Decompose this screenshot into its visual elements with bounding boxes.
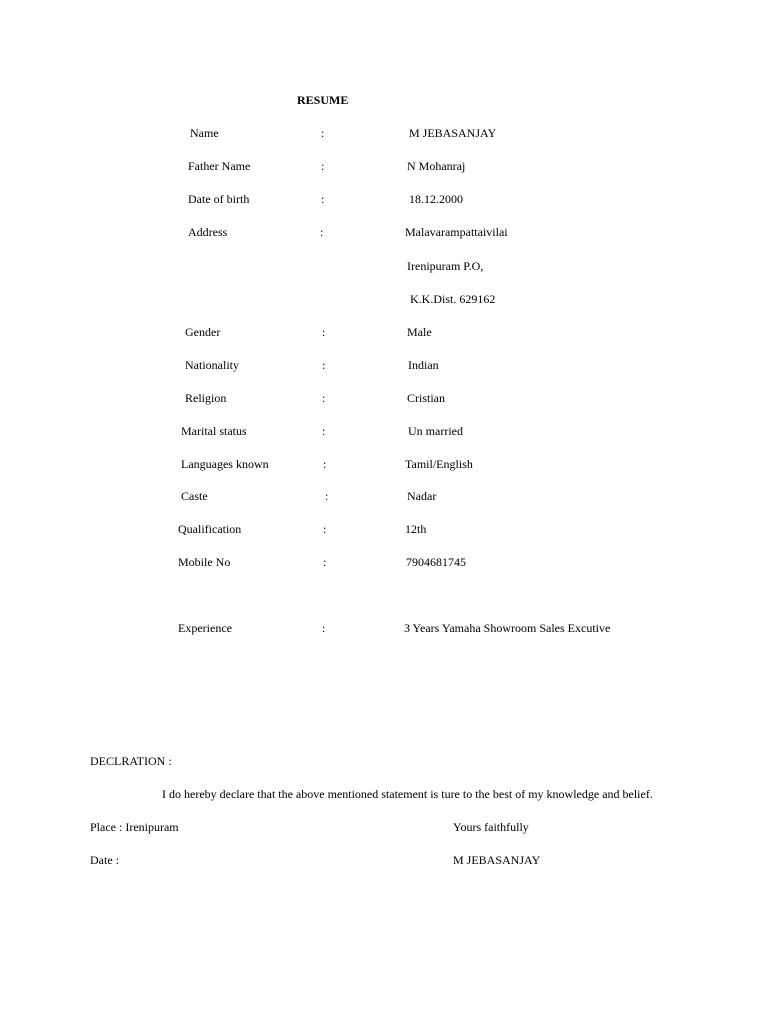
field-label: Address [188,225,228,239]
field-label: Gender [185,325,221,339]
field-row-qualification [0,522,768,536]
field-label: Mobile No [178,555,231,569]
field-label: Date of birth [188,192,250,206]
field-value: Tamil/English [405,457,473,471]
field-label: Marital status [181,424,247,438]
field-value: 18.12.2000 [409,192,463,206]
field-row-gender [0,325,768,339]
place-line: Place : Irenipuram [90,820,179,834]
field-label: Qualification [178,522,242,536]
field-value: Un married [408,424,463,438]
field-value: N Mohanraj [407,159,466,173]
field-label: Name [190,126,219,140]
field-value: Cristian [407,391,445,405]
field-colon: : [322,325,326,339]
field-colon: : [323,522,327,536]
field-value: M JEBASANJAY [409,126,497,140]
closing-line: Yours faithfully [453,820,529,834]
declaration-text: I do hereby declare that the above mentioned statement is ture to the best of my knowledge and belief. [162,787,653,801]
field-row-address [0,225,768,239]
field-row-mobile-no [0,555,768,569]
field-label: Religion [185,391,227,405]
field-row-date-of-birth [0,192,768,206]
resume-title: RESUME [297,93,349,107]
field-value: Male [407,325,432,339]
field-row-experience [0,621,768,635]
field-row-nationality [0,358,768,372]
field-value: Malavarampattaivilai [405,225,508,239]
field-value: 3 Years Yamaha Showroom Sales Excutive [404,621,611,635]
field-colon: : [321,192,325,206]
field-colon: : [322,358,326,372]
address-line-3: K.K.Dist. 629162 [410,292,496,306]
signature-name: M JEBASANJAY [453,853,541,867]
field-row-religion [0,391,768,405]
field-colon: : [321,159,325,173]
field-row-father-name [0,159,768,173]
field-colon: : [322,391,326,405]
field-colon: : [322,424,326,438]
field-row-languages-known [0,457,768,471]
field-value: 7904681745 [406,555,466,569]
field-colon: : [323,555,327,569]
field-label: Experience [178,621,232,635]
field-colon: : [321,126,325,140]
date-line: Date : [90,853,119,867]
field-label: Father Name [188,159,251,173]
field-value: 12th [405,522,427,536]
field-value: Indian [408,358,439,372]
field-value: Nadar [407,489,437,503]
field-colon: : [323,457,327,471]
declaration-heading: DECLRATION : [90,754,172,768]
field-label: Languages known [181,457,269,471]
address-line-2: Irenipuram P.O, [407,259,484,273]
field-colon: : [322,621,326,635]
field-label: Nationality [185,358,239,372]
field-row-marital-status [0,424,768,438]
field-label: Caste [181,489,208,503]
field-row-caste [0,489,768,503]
field-colon: : [325,489,329,503]
field-row-name [0,126,768,140]
field-colon: : [320,225,324,239]
